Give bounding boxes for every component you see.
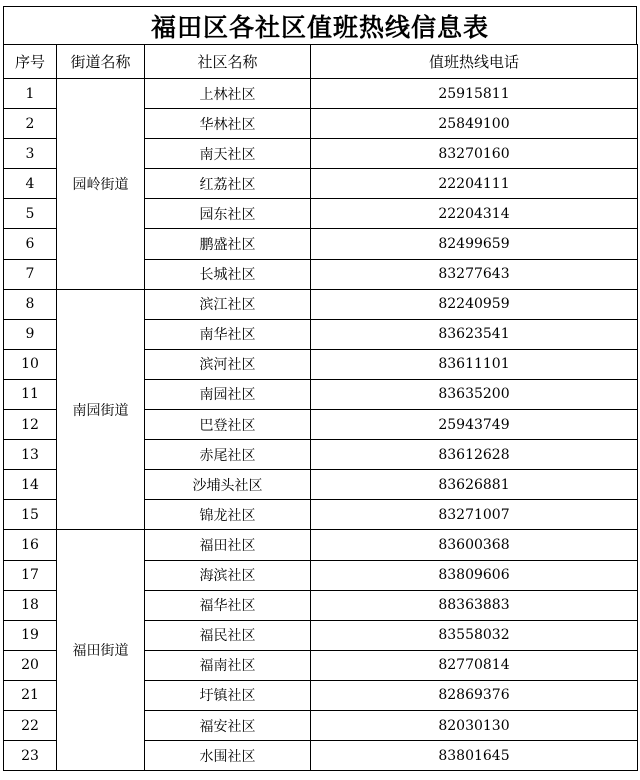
community-cell: 滨河社区 xyxy=(145,349,311,379)
seq-cell: 2 xyxy=(4,109,57,139)
seq-cell: 9 xyxy=(4,319,57,349)
street-cell: 福田街道 xyxy=(57,530,145,771)
seq-cell: 23 xyxy=(4,741,57,771)
hotline-table xyxy=(3,44,638,771)
header-street: 街道名称 xyxy=(57,45,145,79)
seq-cell: 6 xyxy=(4,229,57,259)
community-cell: 锦龙社区 xyxy=(145,500,311,530)
community-cell: 福安社区 xyxy=(145,710,311,740)
phone-cell: 22204314 xyxy=(311,199,638,229)
phone-cell: 83271007 xyxy=(311,500,638,530)
seq-cell: 15 xyxy=(4,500,57,530)
seq-cell: 20 xyxy=(4,650,57,680)
seq-cell: 19 xyxy=(4,620,57,650)
community-cell: 鹏盛社区 xyxy=(145,229,311,259)
seq-cell: 11 xyxy=(4,379,57,409)
phone-cell: 25849100 xyxy=(311,109,638,139)
seq-cell: 5 xyxy=(4,199,57,229)
phone-cell: 82030130 xyxy=(311,710,638,740)
seq-cell: 21 xyxy=(4,680,57,710)
community-cell: 上林社区 xyxy=(145,79,311,109)
phone-cell: 83809606 xyxy=(311,560,638,590)
phone-cell: 82499659 xyxy=(311,229,638,259)
community-cell: 赤尾社区 xyxy=(145,440,311,470)
phone-cell: 83635200 xyxy=(311,379,638,409)
phone-cell: 83277643 xyxy=(311,259,638,289)
community-cell: 福南社区 xyxy=(145,650,311,680)
hotline-sheet xyxy=(3,6,637,771)
seq-cell: 4 xyxy=(4,169,57,199)
table-body xyxy=(4,79,638,771)
phone-cell: 22204111 xyxy=(311,169,638,199)
table-row xyxy=(4,289,638,319)
community-cell: 园东社区 xyxy=(145,199,311,229)
community-cell: 沙埔头社区 xyxy=(145,470,311,500)
seq-cell: 17 xyxy=(4,560,57,590)
community-cell: 滨江社区 xyxy=(145,289,311,319)
header-seq: 序号 xyxy=(4,45,57,79)
phone-cell: 83801645 xyxy=(311,741,638,771)
seq-cell: 8 xyxy=(4,289,57,319)
header-row xyxy=(4,45,638,79)
community-cell: 南园社区 xyxy=(145,379,311,409)
phone-cell: 83612628 xyxy=(311,440,638,470)
community-cell: 海滨社区 xyxy=(145,560,311,590)
community-cell: 长城社区 xyxy=(145,259,311,289)
phone-cell: 83600368 xyxy=(311,530,638,560)
phone-cell: 83558032 xyxy=(311,620,638,650)
community-cell: 巴登社区 xyxy=(145,410,311,440)
street-cell: 园岭街道 xyxy=(57,79,145,290)
seq-cell: 22 xyxy=(4,710,57,740)
community-cell: 福田社区 xyxy=(145,530,311,560)
phone-cell: 83270160 xyxy=(311,139,638,169)
seq-cell: 16 xyxy=(4,530,57,560)
street-cell: 南园街道 xyxy=(57,289,145,530)
phone-cell: 82869376 xyxy=(311,680,638,710)
community-cell: 南华社区 xyxy=(145,319,311,349)
seq-cell: 10 xyxy=(4,349,57,379)
table-row xyxy=(4,79,638,109)
community-cell: 南天社区 xyxy=(145,139,311,169)
seq-cell: 14 xyxy=(4,470,57,500)
community-cell: 水围社区 xyxy=(145,741,311,771)
title-box xyxy=(3,6,637,44)
seq-cell: 18 xyxy=(4,590,57,620)
community-cell: 福华社区 xyxy=(145,590,311,620)
phone-cell: 25915811 xyxy=(311,79,638,109)
header-phone: 值班热线电话 xyxy=(311,45,638,79)
seq-cell: 7 xyxy=(4,259,57,289)
community-cell: 圩镇社区 xyxy=(145,680,311,710)
phone-cell: 82770814 xyxy=(311,650,638,680)
seq-cell: 13 xyxy=(4,440,57,470)
phone-cell: 25943749 xyxy=(311,410,638,440)
community-cell: 红荔社区 xyxy=(145,169,311,199)
community-cell: 华林社区 xyxy=(145,109,311,139)
seq-cell: 12 xyxy=(4,410,57,440)
header-community: 社区名称 xyxy=(145,45,311,79)
page-title: 福田区各社区值班热线信息表 xyxy=(150,12,489,42)
phone-cell: 83626881 xyxy=(311,470,638,500)
table-row xyxy=(4,530,638,560)
seq-cell: 1 xyxy=(4,79,57,109)
phone-cell: 88363883 xyxy=(311,590,638,620)
phone-cell: 83611101 xyxy=(311,349,638,379)
phone-cell: 83623541 xyxy=(311,319,638,349)
phone-cell: 82240959 xyxy=(311,289,638,319)
seq-cell: 3 xyxy=(4,139,57,169)
community-cell: 福民社区 xyxy=(145,620,311,650)
